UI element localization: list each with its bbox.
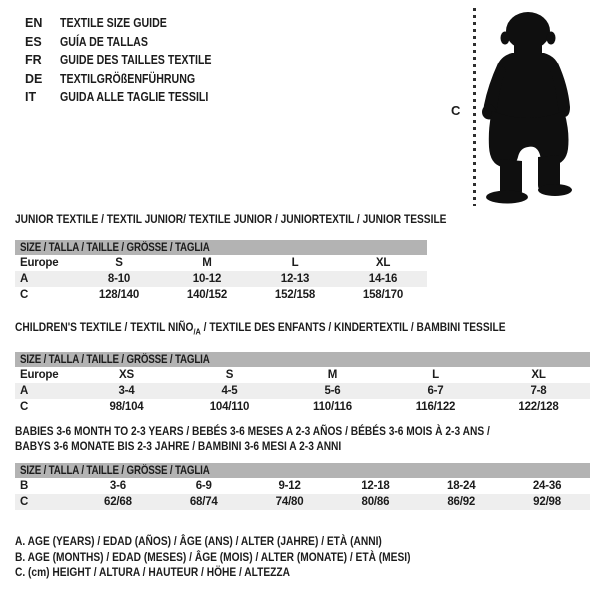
- size-cell: XS: [119, 369, 134, 382]
- height-cell: 62/68: [104, 496, 132, 508]
- height-cell: 92/98: [533, 496, 561, 508]
- age-cell: 6-9: [195, 480, 212, 492]
- height-cell: 98/104: [109, 401, 144, 414]
- size-cell: S: [225, 369, 234, 382]
- height-cell: 116/122: [415, 401, 456, 414]
- children-size-table: [15, 352, 590, 415]
- size-cell: XL: [375, 257, 391, 269]
- table-row-age: [15, 271, 427, 287]
- height-cell: 110/116: [313, 401, 352, 414]
- footnote-height-cm: C. (cm) HEIGHT / ALTURA / HAUTEUR / HÖHE / ALTEZZA: [15, 565, 291, 579]
- lang-row-de: [25, 70, 238, 89]
- table-row-europe: [15, 367, 590, 383]
- size-cell: XL: [531, 369, 546, 382]
- babies-section: [15, 424, 590, 510]
- height-c-label: C: [451, 103, 461, 118]
- children-section: [15, 320, 590, 415]
- footnote-age-months: B. AGE (MONTHS) / EDAD (MESES) / ÂGE (MOIS) / ALTER (MONATE) / ETÀ (MESI): [15, 549, 411, 564]
- junior-section-title: JUNIOR TEXTILE / TEXTIL JUNIOR/ TEXTILE JUNIOR / JUNIORTEXTIL / JUNIOR TESSILE: [15, 212, 447, 226]
- height-cell: 140/152: [186, 289, 228, 301]
- height-cell: 86/92: [447, 496, 476, 508]
- table-row-age: [15, 383, 590, 399]
- size-cell: L: [291, 257, 299, 269]
- size-header-band: SIZE / TALLA / TAILLE / GRÖSSE / TAGLIA: [15, 463, 590, 478]
- height-dotted-line: [473, 8, 476, 206]
- size-header-band: SIZE / TALLA / TAILLE / GRÖSSE / TAGLIA: [15, 352, 590, 367]
- age-cell: 10-12: [192, 273, 222, 285]
- lang-label: GUÍA DE TALLAS: [60, 34, 148, 49]
- lang-label: TEXTILE SIZE GUIDE: [60, 16, 167, 30]
- size-header-band: SIZE / TALLA / TAILLE / GRÖSSE / TAGLIA: [15, 240, 427, 255]
- height-cell: 158/170: [362, 289, 404, 301]
- size-cell: M: [202, 257, 212, 269]
- size-header-row: [15, 240, 427, 255]
- toddler-silhouette-icon: [480, 9, 576, 207]
- lang-label: TEXTILGRÖßENFÜHRUNG: [60, 71, 196, 86]
- age-cell: 3-6: [109, 480, 126, 492]
- height-cell: 104/110: [209, 401, 250, 414]
- age-cell: 12-13: [280, 273, 310, 285]
- height-cell: 152/158: [274, 289, 316, 301]
- lang-code: FR: [25, 53, 42, 67]
- language-list: [25, 14, 238, 107]
- footnotes: [15, 534, 480, 581]
- lang-code: ES: [25, 34, 42, 49]
- row-label: A: [20, 273, 29, 285]
- lang-code: EN: [25, 16, 43, 30]
- row-label: Europe: [20, 369, 59, 382]
- size-header-row: [15, 352, 590, 367]
- lang-row-it: [25, 88, 238, 107]
- size-cell: M: [327, 369, 338, 382]
- children-section-title: CHILDREN'S TEXTILE / TEXTIL $NIÑO_{/A}$ / TEXTILE DES ENFANTS / KINDERTEXTIL / BAMBINI TESSILE: [15, 320, 506, 337]
- size-header-row: [15, 463, 590, 478]
- row-label: A: [20, 385, 29, 398]
- lang-row-es: [25, 33, 238, 52]
- lang-row-en: [25, 14, 238, 33]
- height-cell: 128/140: [98, 289, 140, 301]
- age-cell: 14-16: [368, 273, 398, 285]
- age-cell: 7-8: [530, 385, 547, 398]
- age-cell: 24-36: [532, 480, 562, 492]
- table-row-height: [15, 494, 590, 510]
- row-label: C: [20, 401, 29, 414]
- lang-code: DE: [25, 71, 43, 86]
- junior-size-table: [15, 240, 427, 303]
- table-row-height: [15, 399, 590, 415]
- height-cell: 68/74: [189, 496, 218, 508]
- lang-row-fr: [25, 51, 238, 70]
- lang-code: IT: [25, 90, 37, 104]
- age-cell: 8-10: [107, 273, 131, 285]
- babies-section-title: BABIES 3-6 MONTH TO 2-3 YEARS / BEBÉS 3-6 MESES A 2-3 AÑOS / BÉBÉS 3-6 MOIS À 2-3 ANS / BABYS 3-6 MONATE BIS 2-3 JAHRE / BAMBINI 3-6 MESI A 2-3 ANNI: [15, 424, 490, 453]
- size-cell: S: [115, 257, 123, 269]
- age-cell: 5-6: [324, 385, 341, 398]
- age-cell: 9-12: [278, 480, 301, 492]
- lang-label: GUIDE DES TAILLES TEXTILE: [60, 53, 212, 67]
- size-cell: L: [432, 369, 439, 382]
- row-label: C: [20, 496, 29, 508]
- height-cell: 122/128: [518, 401, 559, 414]
- row-label: B: [20, 480, 29, 492]
- table-row-height: [15, 287, 427, 303]
- babies-size-table: [15, 463, 590, 510]
- lang-label: GUIDA ALLE TAGLIE TESSILI: [60, 90, 209, 104]
- junior-section: [15, 212, 447, 303]
- age-cell: 3-4: [118, 385, 135, 398]
- age-cell: 6-7: [427, 385, 444, 398]
- age-cell: 4-5: [221, 385, 238, 398]
- height-cell: 80/86: [361, 496, 390, 508]
- row-label: Europe: [20, 257, 59, 269]
- row-label: C: [20, 289, 29, 301]
- age-cell: 12-18: [361, 480, 390, 492]
- table-row-age-months: [15, 478, 590, 494]
- table-row-europe: [15, 255, 427, 271]
- height-cell: 74/80: [275, 496, 304, 508]
- subscript-a: /A: [193, 326, 201, 337]
- age-cell: 18-24: [447, 480, 476, 492]
- footnote-age-years: A. AGE (YEARS) / EDAD (AÑOS) / ÂGE (ANS) / ALTER (JAHRE) / ETÀ (ANNI): [15, 534, 382, 548]
